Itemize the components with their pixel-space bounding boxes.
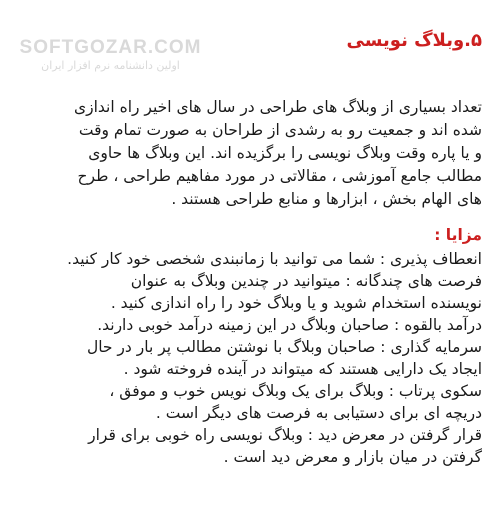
advantage-line: دریچه ای برای دستیابی به فرصت های دیگر است . [155,404,482,422]
intro-line: مطالب جامع آموزشی ، مقالاتی در مورد مفاهیم طراحی ، طرح [77,167,482,185]
advantage-line: سکوی پرتاب : وبلاگ برای یک وبلاگ نویس خوب و موفق ، [109,382,482,400]
section-heading: ۵.وبلاگ نویسی [346,30,482,51]
advantage-line: گرفتن در میان بازار و معرض دید است . [223,448,482,466]
advantages-heading: مزایا : [434,226,482,244]
advantage-line: نویسنده استخدام شوید و یا وبلاگ خود را راه اندازی کنید . [110,294,482,312]
watermark-subtitle: اولین دانشنامه نرم افزار ایران [41,59,180,72]
intro-line: های الهام بخش ، ابزارها و منابع طراحی هستند . [171,190,482,208]
intro-line: شده اند و جمعیت رو به رشدی از طراحان به صورت تمام وقت [78,121,482,139]
advantage-investment [16,336,482,380]
advantage-exposure [16,424,482,468]
advantage-potential-income [16,314,482,336]
advantages-list [16,248,482,468]
advantage-line: سرمایه گذاری : صاحبان وبلاگ با نوشتن مطالب پر بار در حال [86,338,482,356]
intro-line: تعداد بسیاری از وبلاگ های طراحی در سال های اخیر راه اندازی [73,98,482,116]
advantage-line: ایجاد یک دارایی هستند که میتواند در آینده فروخته شود . [123,360,482,378]
advantage-line: انعطاف پذیری : شما می توانید با زمانبندی شخصی خود کار کنید. [67,250,482,268]
advantage-line: فرصت های چندگانه : میتوانید در چندین وبلاگ به عنوان [130,272,482,290]
intro-line: و یا پاره وقت وبلاگ نویسی را برگزیده اند. این وبلاگ ها حاوی [88,144,482,162]
advantage-line: قرار گرفتن در معرض دید : وبلاگ نویسی راه خوبی برای قرار [88,426,482,444]
advantage-launchpad [16,380,482,424]
advantage-multiple-opportunities [16,270,482,314]
advantage-line: درآمد بالقوه : صاحبان وبلاگ در این زمینه درآمد خوبی دارند. [97,316,482,334]
advantage-flexibility [16,248,482,270]
watermark-title: SOFTGOZAR.COM [19,37,202,58]
watermark [8,38,213,71]
intro-paragraph [18,96,482,211]
